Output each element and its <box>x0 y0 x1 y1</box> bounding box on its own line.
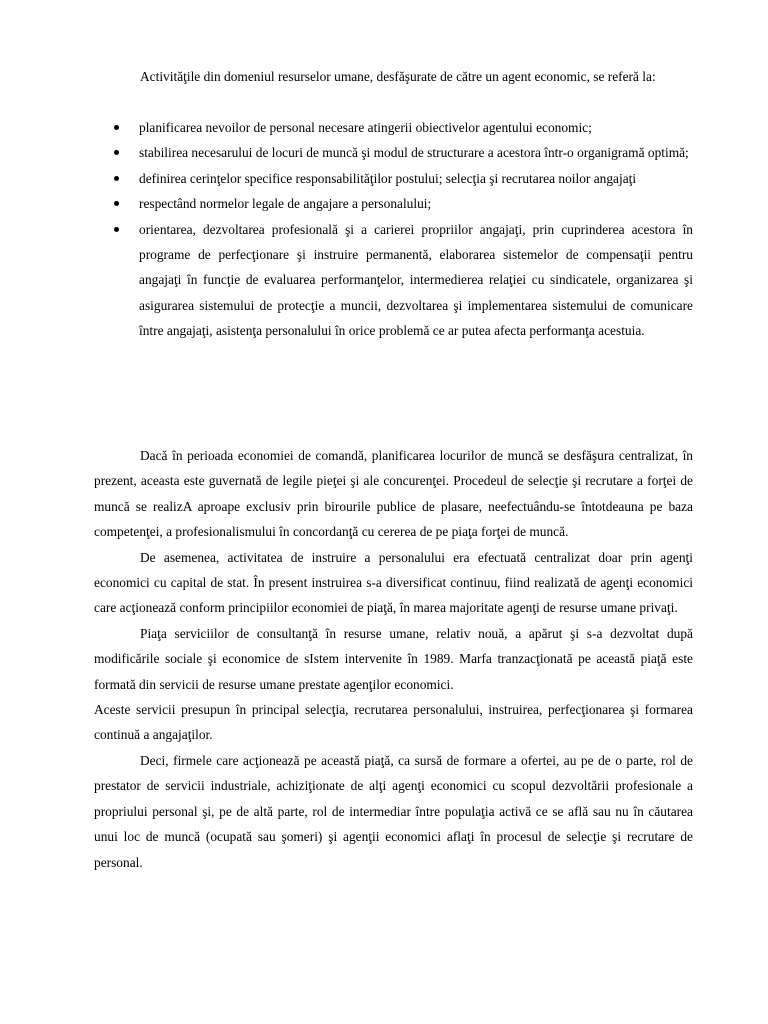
paragraph-training: De asemenea, activitatea de instruire a personalului era efectuată centralizat doar prin agenţi economici cu capital de stat. În present instruirea s-a diversificat continuu, fiind realizată de agenţi economici care acţionează conform principiilor economiei de piaţă, în marea majoritate agenţi de resurse umane privaţi. <box>94 549 693 616</box>
list-item <box>94 166 693 191</box>
paragraph-consulting-market: Piaţa serviciilor de consultanţă în resurse umane, relativ nouă, a apărut şi s-a dezvoltat după modificările sociale şi economice de sIstem intervenite în 1989. Marfa tranzacţionată pe această piaţă este formată din servicii de resurse umane prestate agenţilor economici. <box>94 625 693 692</box>
list-item-text: orientarea, dezvoltarea profesională şi a carierei propriilor angajaţi, prin cuprinderea acestora în programe de perfecţionare şi instruire permanentă, elaborarea sistemelor de compensaţii pentru angajaţi în funcţie de evaluarea performanţelor, intermedierea relaţiei cu sindicatele, organizarea şi asigurarea sistemului de protecţie a muncii, dezvoltarea şi implementarea sistemului de comunicare între angajaţi, asistenţa personalului în orice problemă ce ar putea afecta performanţa acestuia. <box>139 221 693 339</box>
bullet-icon <box>114 227 119 232</box>
bullet-icon <box>114 125 119 130</box>
list-item <box>94 217 693 344</box>
bullet-icon <box>114 176 119 181</box>
body-text <box>94 443 693 875</box>
activities-list <box>94 115 693 344</box>
paragraph-planning: Dacă în perioada economiei de comandă, planificarea locurilor de muncă se desfăşura centralizat, în prezent, aceasta este guvernată de legile pieţei şi ale concurenţei. Procedeul de selecţie şi recrutare a forţei de muncă se realizA aproape exclusiv prin birourile publice de plasare, neefectuându-se întotdeauna pe baza competenţei, a profesionalismului în concordanţă cu cererea de pe piaţa forţei de muncă. <box>94 448 693 540</box>
list-item <box>94 191 693 216</box>
paragraph-services: Aceste servicii presupun în principal selecţia, recrutarea personalului, instruirea, perfecţionarea şi formarea continuă a angajaţilor. <box>94 702 693 743</box>
intro-paragraph: Activităţile din domeniul resurselor umane, desfăşurate de către un agent economic, se referă la: <box>140 69 656 84</box>
list-item <box>94 115 693 140</box>
list-item-text: definirea cerinţelor specifice responsabilităţilor postului; selecţia şi recrutarea noilor angajaţi <box>139 170 637 186</box>
list-item-text: stabilirea necesarului de locuri de muncă şi modul de structurare a acestora într-o organigramă optimă; <box>139 145 689 161</box>
bullet-icon <box>114 201 119 206</box>
list-item <box>94 140 693 165</box>
bullet-icon <box>114 150 119 155</box>
list-item-text: respectând normelor legale de angajare a personalului; <box>139 196 432 212</box>
list-item-text: planificarea nevoilor de personal necesare atingerii obiectivelor agentului economic; <box>139 120 592 135</box>
paragraph-firms-role: Deci, firmele care acţionează pe această piaţă, ca sursă de formare a ofertei, au pe de o parte, rol de prestator de servicii industriale, achiziţionate de alţi agenţi economici cu scopul dezvoltării profesionale a propriului personal şi, pe de altă parte, rol de intermediar între populaţia activă ce se află sau nu în căutarea unui loc de muncă (ocupată sau şomeri) şi agenţii economici aflaţi în procesul de selecţie şi recrutare de personal. <box>94 752 693 870</box>
